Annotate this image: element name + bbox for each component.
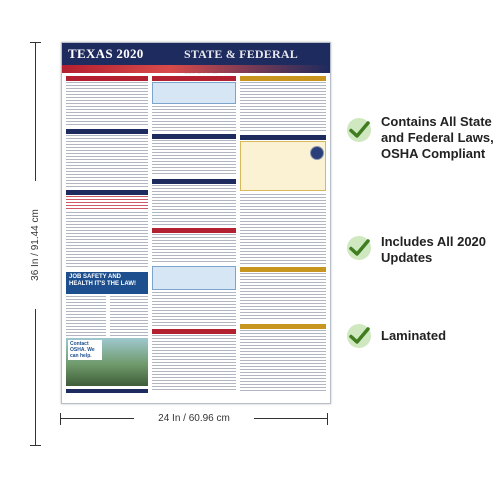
osha-heading: JOB SAFETY AND HEALTH IT'S THE LAW! bbox=[69, 274, 136, 287]
footer-bar bbox=[66, 389, 148, 393]
section-header bbox=[152, 179, 236, 184]
section-text bbox=[240, 194, 326, 264]
section-text bbox=[152, 185, 236, 225]
flag-band bbox=[62, 65, 330, 73]
section-header bbox=[152, 134, 236, 139]
section-header bbox=[152, 76, 236, 81]
section-text bbox=[240, 330, 326, 392]
osha-text-left bbox=[66, 296, 106, 336]
section-header bbox=[240, 76, 326, 81]
section-text bbox=[152, 234, 236, 264]
section-header bbox=[66, 129, 148, 134]
poster-title-state: TEXAS 2020 bbox=[68, 46, 144, 61]
width-dimension-cap-right bbox=[327, 413, 328, 425]
height-dimension-cap-bottom bbox=[30, 445, 41, 446]
section-header bbox=[240, 324, 326, 329]
section-header bbox=[240, 135, 326, 140]
section-text bbox=[152, 140, 236, 176]
height-dimension bbox=[28, 42, 44, 446]
section-highlight-text bbox=[66, 196, 148, 210]
section-header bbox=[152, 228, 236, 233]
section-box bbox=[152, 266, 236, 290]
section-text bbox=[152, 106, 236, 132]
poster-column-1 bbox=[66, 76, 148, 398]
width-dimension-cap-left bbox=[60, 413, 61, 425]
poster-header bbox=[62, 43, 330, 65]
feature-text: Includes All 2020 Updates bbox=[381, 234, 487, 265]
section-header bbox=[240, 267, 326, 272]
poster-column-2 bbox=[152, 76, 236, 398]
check-icon bbox=[347, 118, 371, 142]
section-text bbox=[152, 292, 236, 326]
feature-text: Laminated bbox=[381, 328, 447, 343]
section-box bbox=[152, 82, 236, 104]
state-seal bbox=[310, 146, 324, 160]
section-text bbox=[66, 135, 148, 187]
width-dimension bbox=[60, 413, 328, 425]
height-dimension-cap-top bbox=[30, 42, 41, 43]
osha-banner bbox=[66, 272, 148, 294]
check-icon bbox=[347, 236, 371, 260]
width-dimension-label: 24 In / 60.96 cm bbox=[134, 412, 254, 426]
poster-column-3 bbox=[240, 76, 326, 398]
poster-title-laws: STATE & FEDERAL bbox=[184, 47, 298, 61]
section-header bbox=[152, 329, 236, 334]
osha-workers-image bbox=[66, 338, 148, 386]
osha-contact: Contact OSHA. We can help. bbox=[68, 340, 102, 360]
section-text bbox=[66, 212, 148, 268]
section-text bbox=[240, 273, 326, 321]
labor-law-poster bbox=[61, 42, 331, 404]
feature-text: Contains All State and Federal Laws, OSHA Compliant bbox=[381, 114, 494, 161]
section-header bbox=[66, 190, 148, 195]
osha-text-right bbox=[110, 296, 148, 336]
height-dimension-label: 36 In / 91.44 cm bbox=[28, 181, 44, 309]
section-text bbox=[66, 82, 148, 126]
section-header bbox=[66, 76, 148, 81]
section-text bbox=[152, 335, 236, 391]
check-icon bbox=[347, 324, 371, 348]
section-text bbox=[240, 82, 326, 132]
